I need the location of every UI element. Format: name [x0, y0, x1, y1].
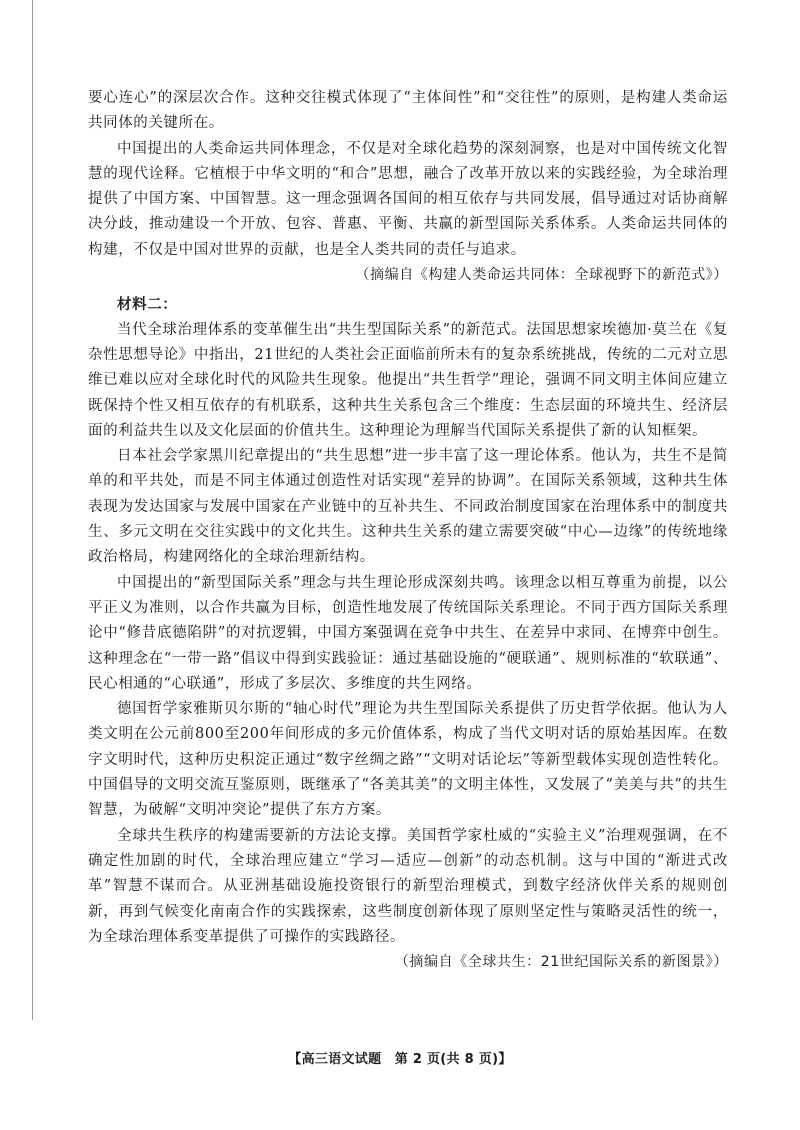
paragraph: 日本社会学家黑川纪章提出的“共生思想”进一步丰富了这一理论体系。他认为，共生不是简单的和平共处，而是不同主体通过创造性对话实现“差异的协调”。在国际关系领域，这种共生体表现为发达国家与发展中国家在产业链中的互补共生、不同政治制度国家在治理体系中的制度共生、多元文明在交往实践中的文化共生。这种共生关系的建立需要突破“中心—边缘”的传统地缘政治格局，构建网络化的全球治理新结构。: [88, 448, 728, 566]
margin-rule: [32, 0, 33, 1020]
paragraph: 当代全球治理体系的变革催生出“共生型国际关系”的新范式。法国思想家埃德加·莫兰在《复杂性思想导论》中指出，21世纪的人类社会正面临前所未有的复杂系统挑战，传统的二元对立思维已难以应对全球化时代的风险共生现象。他提出“共生哲学”理论，强调不同文明主体间应建立既保持个性又相互依存的有机联系，这种共生关系包含三个维度：生态层面的环境共生、经济层面的利益共生以及文化层面的价值共生。这种理论为理解当代国际关系提供了新的认知框架。: [88, 321, 728, 439]
source-citation: （摘编自《全球共生：21世纪国际关系的新图景》）: [394, 954, 728, 971]
paragraph: 德国哲学家雅斯贝尔斯的“轴心时代”理论为共生型国际关系提供了历史哲学依据。他认为人类文明在公元前800至200年间形成的多元价值体系，构成了当代文明对话的原始基因库。在数字文明时代，这种历史积淀正通过“数字丝绸之路”“文明对话论坛”等新型载体实现创造性转化。中国倡导的文明交流互鉴原则，既继承了“各美其美”的文明主体性，又发展了“美美与共”的共生智慧，为破解“文明冲突论”提供了东方方案。: [88, 701, 728, 819]
section-heading: 材料二：: [117, 296, 178, 314]
paragraph: 全球共生秩序的构建需要新的方法论支撑。美国哲学家杜威的“实验主义”治理观强调，在不确定性加剧的时代，全球治理应建立“学习—适应—创新”的动态机制。这与中国的“渐进式改革”智慧不谋而合。从亚洲基础设施投资银行的新型治理模式，到数字经济伙伴关系的规则创新，再到气候变化南南合作的实践探索，这些制度创新体现了原则坚定性与策略灵活性的统一，为全球治理体系变革提供了可操作的实践路径。: [88, 827, 728, 945]
paragraph: 中国提出的人类命运共同体理念，不仅是对全球化趋势的深刻洞察，也是对中国传统文化智慧的现代诠释。它植根于中华文明的“和合”思想，融合了改革开放以来的实践经验，为全球治理提供了中国方案、中国智慧。这一理念强调各国间的相互依存与共同发展，倡导通过对话协商解决分歧，推动建设一个开放、包容、普惠、平衡、共赢的新型国际关系体系。人类命运共同体的构建，不仅是中国对世界的贡献，也是全人类共同的责任与追求。: [88, 140, 728, 258]
paragraph: 中国提出的“新型国际关系”理念与共生理论形成深刻共鸣。该理念以相互尊重为前提，以公平正义为准则，以合作共赢为目标，创造性地发展了传统国际关系理论。不同于西方国际关系理论中“修昔底德陷阱”的对抗逻辑，中国方案强调在竞争中共生、在差异中求同、在博弈中创生。这种理念在“一带一路”倡议中得到实践验证：通过基础设施的“硬联通”、规则标准的“软联通”、民心相通的“心联通”，形成了多层次、多维度的共生网络。: [88, 574, 728, 692]
document-body: [88, 86, 728, 975]
page-footer: 【高三语文试题 第 2 页(共 8 页)】: [288, 1052, 512, 1067]
paragraph-continuation: 要心连心”的深层次合作。这种交往模式体现了“主体间性”和“交往性”的原则，是构建人类命运共同体的关键所在。: [88, 90, 728, 132]
source-citation: （摘编自《构建人类命运共同体：全球视野下的新范式》）: [355, 267, 728, 284]
